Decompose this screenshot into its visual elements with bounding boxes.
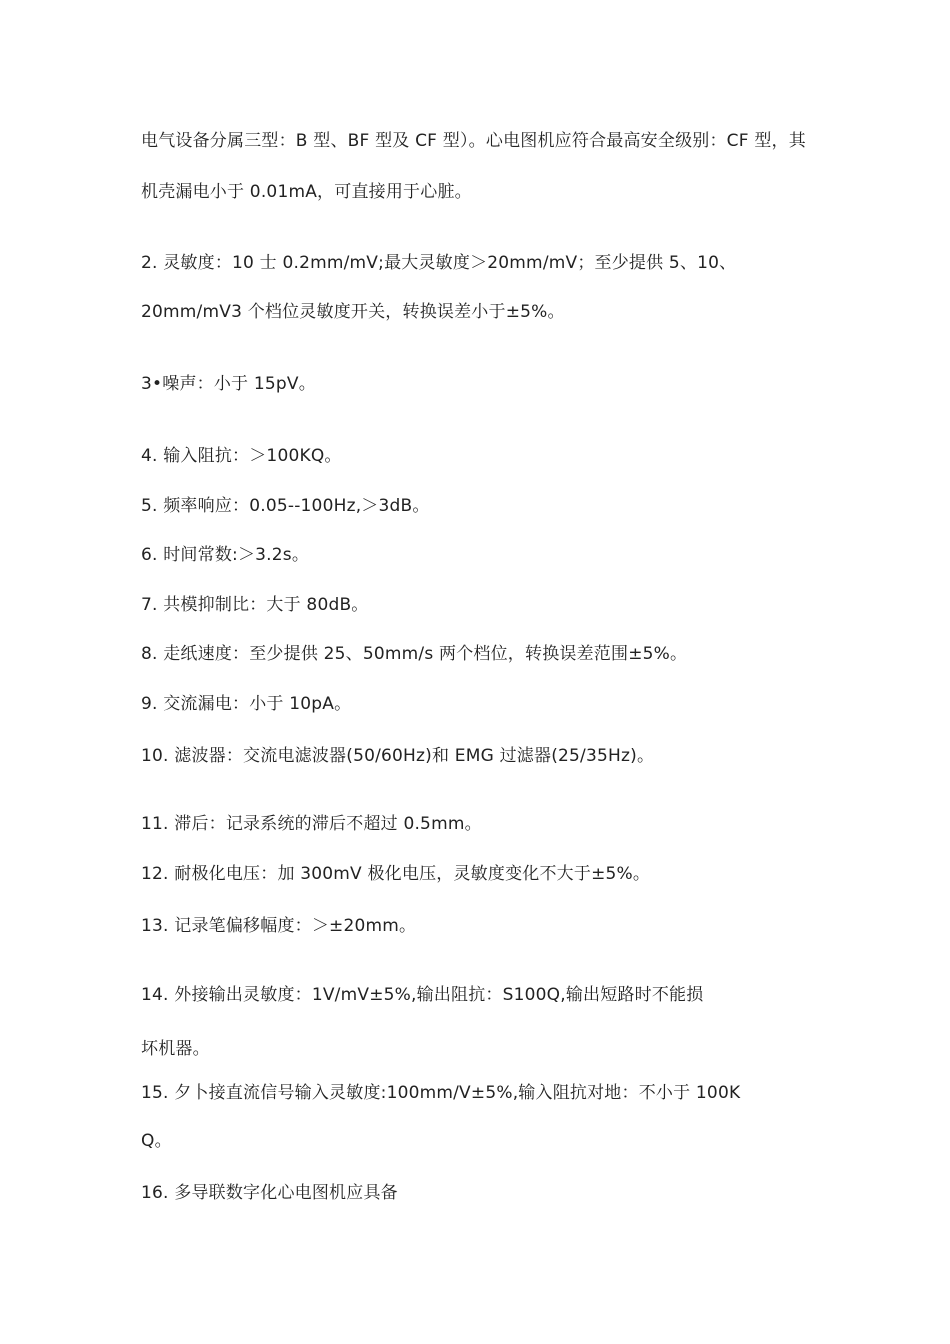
text-line: 20mm/mV3 个档位灵敏度开关，转换误差小于±5%。 — [141, 302, 565, 322]
text-line: 7. 共模抑制比：大于 80dB。 — [141, 595, 369, 615]
text-line: 16. 多导联数字化心电图机应具备 — [141, 1183, 398, 1203]
text-line: 4. 输入阻抗：＞100KQ。 — [141, 446, 342, 466]
text-line: 6. 时间常数:＞3.2s。 — [141, 545, 310, 565]
text-line: 5. 频率响应：0.05--100Hz,＞3dB。 — [141, 496, 430, 516]
text-line: 9. 交流漏电：小于 10pA。 — [141, 694, 352, 714]
text-line: 机壳漏电小于 0.01mA，可直接用于心脏。 — [141, 182, 472, 202]
text-line: 2. 灵敏度：10 士 0.2mm/mV;最大灵敏度＞20mm/mV；至少提供 5、10、 — [141, 253, 737, 273]
text-line: 15. 夕卜接直流信号输入灵敏度:100mm/V±5%,输入阻抗对地：不小于 100K — [141, 1083, 741, 1103]
text-line: 坏机器。 — [141, 1039, 210, 1059]
text-line: 3•噪声：小于 15pV。 — [141, 374, 316, 394]
text-line: 11. 滞后：记录系统的滞后不超过 0.5mm。 — [141, 814, 482, 834]
text-line: 10. 滤波器：交流电滤波器(50/60Hz)和 EMG 过滤器(25/35Hz)。 — [141, 746, 655, 766]
text-line: 电气设备分属三型：B 型、BF 型及 CF 型）。心电图机应符合最高安全级别：CF 型，其 — [141, 131, 806, 151]
text-line: 8. 走纸速度：至少提供 25、50mm/s 两个档位，转换误差范围±5%。 — [141, 644, 688, 664]
text-line: 14. 外接输出灵敏度：1V/mV±5%,输出阻抗：S100Q,输出短路时不能损 — [141, 985, 704, 1005]
text-line: 13. 记录笔偏移幅度：＞±20mm。 — [141, 916, 417, 936]
text-line: Q。 — [141, 1131, 172, 1151]
text-line: 12. 耐极化电压：加 300mV 极化电压，灵敏度变化不大于±5%。 — [141, 864, 651, 884]
